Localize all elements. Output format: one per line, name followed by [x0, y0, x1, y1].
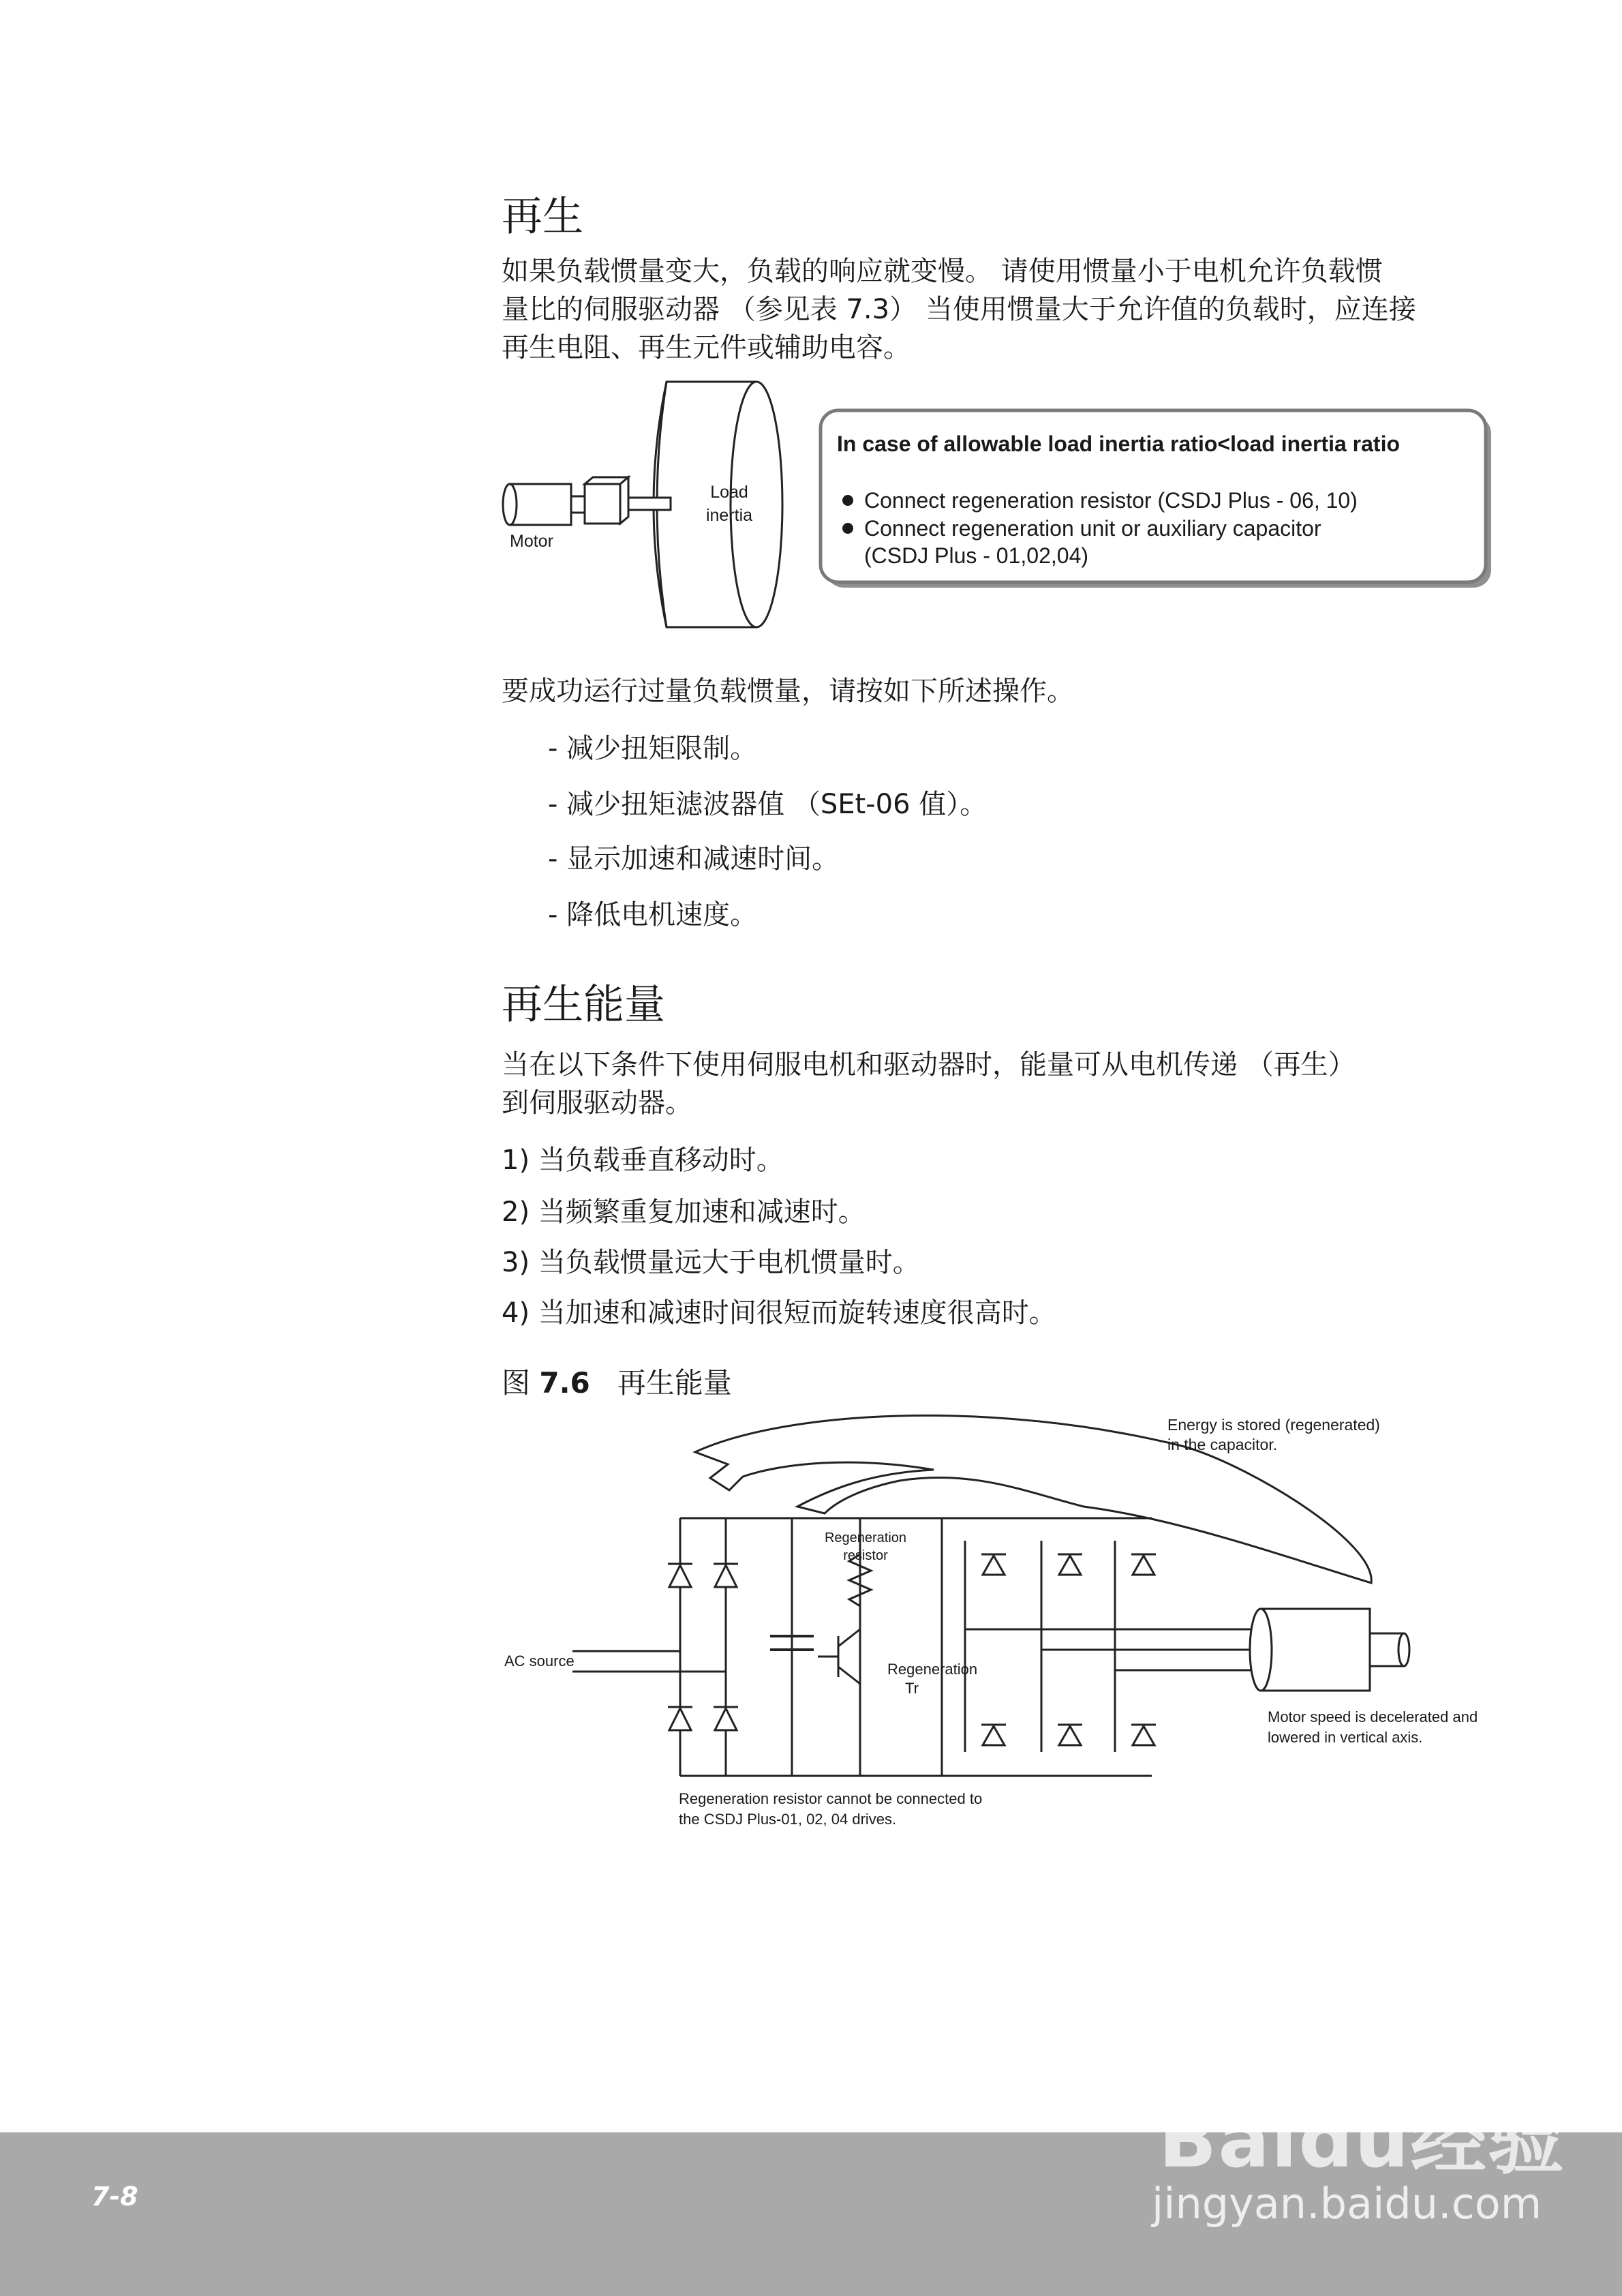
figure-caption-number: 7.6	[539, 1366, 590, 1400]
condition-box	[821, 410, 1491, 588]
paragraph-line: 量比的伺服驱动器 （参见表 7.3） 当使用惯量大于允许值的负载时，应连接	[502, 294, 1416, 325]
action-item: - 减少扭矩滤波器值 （SEt-06 值）。	[548, 789, 988, 820]
bullet-dot	[842, 495, 853, 506]
load-label-line1: Load	[710, 483, 748, 502]
action-item: - 减少扭矩限制。	[548, 733, 758, 764]
regeneration-resistor-label-line2: resistor	[843, 1548, 888, 1563]
actions-intro: 要成功运行过量负载惯量，请按如下所述操作。	[502, 676, 1074, 707]
servo-motor-drawing	[1250, 1609, 1409, 1691]
motor-speed-note-line1: Motor speed is decelerated and	[1268, 1708, 1478, 1725]
bottom-note-line1: Regeneration resistor cannot be connected to	[679, 1790, 983, 1807]
motor-drawing	[503, 477, 671, 525]
circuit-wires	[572, 1518, 1261, 1776]
condition-item: 1) 当负载垂直移动时。	[502, 1145, 784, 1176]
bullet-resistor: Connect regeneration resistor (CSDJ Plus - 06, 10)	[864, 488, 1358, 513]
load-inertia-disk	[654, 382, 782, 627]
section-paragraph	[502, 1046, 1510, 1122]
figure-caption	[502, 1361, 732, 1402]
figure-caption-title: 再生能量	[617, 1366, 732, 1400]
section-title-regenerative-energy: 再生能量	[502, 981, 665, 1029]
watermark-url: jingyan.baidu.com	[1152, 2179, 1542, 2229]
regeneration-resistor-label-line1: Regeneration	[824, 1530, 907, 1545]
page-number: 7-8	[91, 2181, 138, 2211]
paragraph-line: 如果负载惯量变大，负载的响应就变慢。 请使用惯量小于电机允许负载惯	[502, 256, 1383, 287]
paragraph-line: 当在以下条件下使用伺服电机和驱动器时，能量可从电机传递 （再生）	[502, 1049, 1356, 1081]
condition-item: 4) 当加速和减速时间很短而旋转速度很高时。	[502, 1297, 1056, 1329]
regeneration-circuit-diagram	[498, 1404, 1520, 1854]
condition-box-title: In case of allowable load inertia ratio<load inertia ratio	[837, 432, 1400, 456]
section-paragraph	[502, 252, 1510, 367]
paragraph-line: 再生电阻、再生元件或辅助电容。	[502, 332, 911, 363]
ac-source-label: AC source	[504, 1652, 575, 1670]
condition-item: 2) 当频繁重复加速和减速时。	[502, 1196, 866, 1228]
motor-label: Motor	[510, 532, 553, 551]
action-item: - 显示加速和减速时间。	[548, 843, 840, 875]
bottom-note-line2: the CSDJ Plus-01, 02, 04 drives.	[679, 1811, 897, 1828]
load-inertia-figure	[477, 368, 1513, 654]
load-label-line2: inertia	[705, 506, 753, 525]
regeneration-transistor	[818, 1629, 860, 1684]
rectifier-diodes	[668, 1564, 738, 1730]
energy-stored-label-line2: in the capacitor.	[1167, 1436, 1278, 1453]
regeneration-transistor-label-line1: Regeneration	[887, 1661, 978, 1678]
motor-speed-note-line2: lowered in vertical axis.	[1268, 1729, 1423, 1746]
bullet-dot	[842, 523, 853, 534]
action-item: - 降低电机速度。	[548, 899, 758, 931]
condition-item: 3) 当负载惯量远大于电机惯量时。	[502, 1247, 920, 1278]
figure-caption-prefix: 图	[502, 1366, 540, 1400]
energy-stored-label-line1: Energy is stored (regenerated)	[1167, 1416, 1380, 1434]
section-title-regeneration: 再生	[502, 193, 583, 241]
bullet-capacitor: Connect regeneration unit or auxiliary capacitor	[864, 516, 1321, 541]
watermark-brand: Baidu经验	[1159, 2096, 1566, 2185]
bullet-capacitor-continued: (CSDJ Plus - 01,02,04)	[864, 543, 1089, 568]
regeneration-transistor-label-line2: Tr	[905, 1680, 919, 1697]
paragraph-line: 到伺服驱动器。	[502, 1087, 692, 1119]
